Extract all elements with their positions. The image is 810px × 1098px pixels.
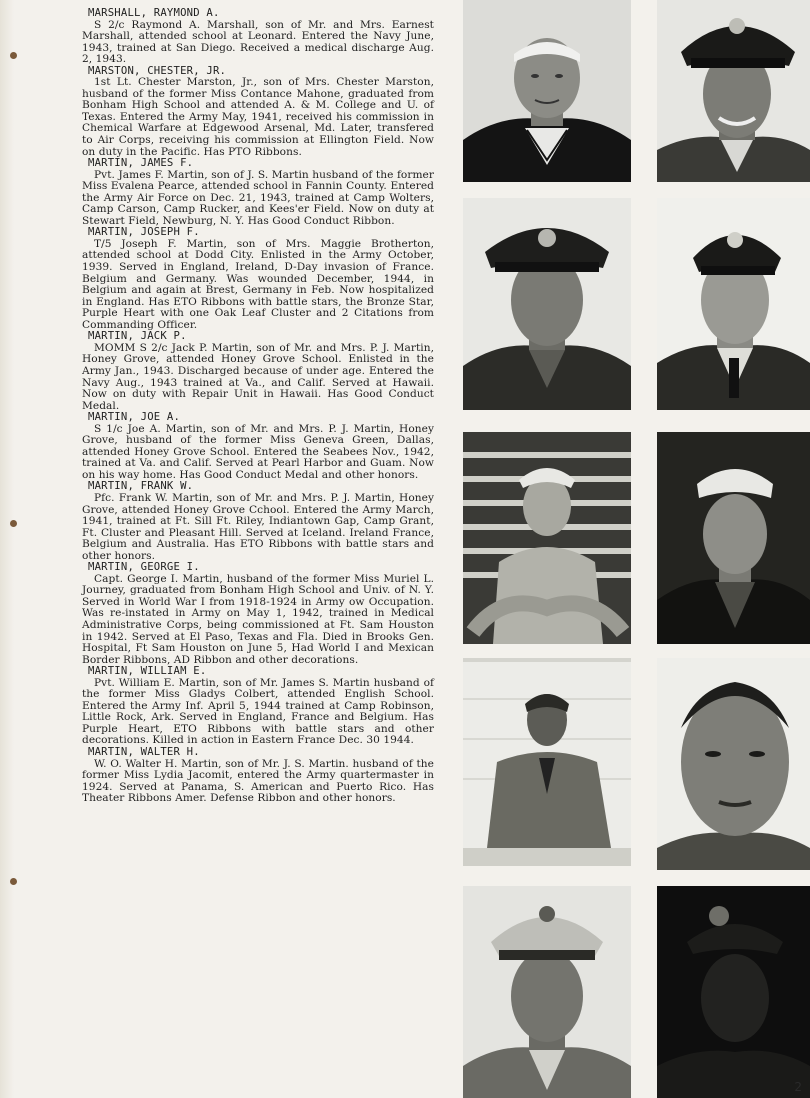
- portrait-photo-soldier: [463, 198, 631, 410]
- entry-body: Pvt. William E. Martin, son of Mr. James S. Martin husband of the former Miss Gladys Colbert, attended English School. Entered the Army Inf. April 5, 1944 trained at Camp Robinson, Little Rock, Ark. Served in England, France and Belgium. Has Purple Heart, ETO Ribbons with battle stars and other decorations. Killed in action in Eastern France Dec. 30 1944.: [82, 676, 434, 747]
- entry-name: MARTIN, JOE A.: [88, 411, 181, 424]
- entry-body: W. O. Walter H. Martin, son of Mr. J. S. Martin. husband of the former Miss Lydia Jacomit, entered the Army quartermaster in 1924. Served at Panama, S. American and Puerto Rico. Has Theater Ribbons Amer. Defense Ribbon and other honors.: [82, 757, 434, 805]
- entry-name: MARTIN, JOSEPH F.: [88, 226, 200, 239]
- entry-body: Capt. George I. Martin, husband of the former Miss Muriel L. Journey, graduated from Bonham High School and Univ. of N. Y. Served in World War I from 1918-1924 in Army ow Occupation. Was re-instated in Army on May 1, 1942, trained in Medical Administrative Corps, being commissioned at Ft. Sam Houston in 1942. Served at El Paso, Texas and Fla. Died in Brooks Gen. Hospital, Ft Sam Houston on June 5, Had World I and Mexican Border Ribbons, AD Ribbon and other decorations.: [82, 572, 434, 666]
- entry-martin-walter: [82, 747, 434, 805]
- portrait-photo-seated-sailor: [463, 432, 631, 644]
- portrait-photo-sailor: [463, 0, 631, 182]
- entry-body: MOMM S 2/c Jack P. Martin, son of Mr. and Mrs. P. J. Martin, Honey Grove, attended Honey Grove School. Enlisted in the Army Jan., 1943. Discharged because of under age. Entered the Navy Aug., 1943 trained at Va., and Calif. Served at Hawaii. Now on duty with Repair Unit in Hawaii. Has Good Conduct Medal.: [82, 341, 434, 412]
- entry-martin-frank: [82, 481, 434, 562]
- entry-martin-james: [82, 158, 434, 227]
- entry-name: MARTIN, WILLIAM E.: [88, 665, 207, 678]
- entry-body: T/5 Joseph F. Martin, son of Mrs. Maggie Brotherton, attended school at Dodd City. Enlisted in the Army October, 1939. Served in England, Ireland, D-Day invasion of France. Belgium and Germany. Was wounded December, 1944, in Belgium and again at Brest, Germany in Feb. Now hospitalized in England. Has ETO Ribbons with battle stars, the Bronze Star, Purple Heart with one Oak Leaf Cluster and 2 Citations from Commanding Officer.: [82, 237, 434, 331]
- entry-name: MARSHALL, RAYMOND A.: [88, 7, 220, 19]
- binding-hole: [10, 878, 17, 885]
- portrait-photo-officer: [657, 0, 810, 182]
- entry-martin-joseph: [82, 227, 434, 331]
- entry-martin-william: [82, 666, 434, 747]
- portrait-photo-soldier-standing: [463, 658, 631, 866]
- page-edge: [0, 0, 14, 1098]
- entry-name: MARSTON, CHESTER, JR.: [88, 64, 227, 77]
- entry-name: MARTIN, GEORGE I.: [88, 561, 200, 574]
- entry-martin-george: [82, 562, 434, 666]
- binding-hole: [10, 520, 17, 527]
- biography-column: [82, 8, 434, 805]
- portrait-photo-officer: [657, 658, 810, 870]
- entry-body: 1st Lt. Chester Marston, Jr., son of Mrs. Chester Marston, husband of the former Miss Contance Mahone, graduated from Bonham High School and attended A. & M. College and U. of Texas. Entered the Army May, 1941, received his commission in Chemical Warfare at Edgewood Arsenal, Md. Later, transfered to Air Corps, receiving his commission at Ellington Field. Now on duty in the Pacific. Has PTO Ribbons.: [82, 76, 434, 158]
- entry-body: S 2/c Raymond A. Marshall, son of Mr. and Mrs. Earnest Marshall, attended school at Leonard. Entered the Navy June, 1943, trained at San Diego. Received a medical discharge Aug. 2, 1943.: [82, 18, 434, 66]
- entry-martin-joe: [82, 412, 434, 481]
- entry-body: Pvt. James F. Martin, son of J. S. Martin husband of the former Miss Evalena Pearce, attended school in Fannin County. Entered the Army Air Force on Dec. 21, 1943, trained at Camp Wolters, Camp Carson, Camp Rucker, and Kees'er Field. Now on duty at Stewart Field, Newburg, N. Y. Has Good Conduct Ribbon.: [82, 168, 434, 227]
- portrait-photo-officer: [463, 886, 631, 1098]
- entry-name: MARTIN, FRANK W.: [88, 480, 194, 493]
- entry-name: MARTIN, JACK P.: [88, 330, 187, 343]
- entry-martin-jack: [82, 331, 434, 412]
- page-number: 2: [794, 1080, 802, 1094]
- entry-name: MARTIN, JAMES F.: [88, 157, 194, 170]
- entry-marshall-raymond: [82, 8, 434, 66]
- portrait-photo-sailor: [657, 432, 810, 644]
- portrait-photo-soldier: [657, 198, 810, 410]
- entry-marston-chester: [82, 66, 434, 158]
- entry-body: Pfc. Frank W. Martin, son of Mr. and Mrs. P. J. Martin, Honey Grove, attended Honey Grove Cchool. Entered the Army March, 1941, trained at Ft. Sill Ft. Riley, Indiantown Gap, Camp Grant, Ft. Cluster and Pleasant Hill. Served at Iceland. Ireland France, Belgium and Australia. Has ETO Ribbons with battle stars and other honors.: [82, 491, 434, 562]
- entry-name: MARTIN, WALTER H.: [88, 746, 200, 758]
- portrait-photo-officer-dark: [657, 886, 810, 1098]
- entry-body: S 1/c Joe A. Martin, son of Mr. and Mrs. P. J. Martin, Honey Grove, husband of the former Miss Geneva Green, Dallas, attended Honey Grove School. Entered the Seabees Nov., 1942, trained at Va. and Calif. Served at Pearl Harbor and Guam. Now on his way home. Has Good Conduct Medal and other honors.: [82, 422, 434, 481]
- binding-hole: [10, 52, 17, 59]
